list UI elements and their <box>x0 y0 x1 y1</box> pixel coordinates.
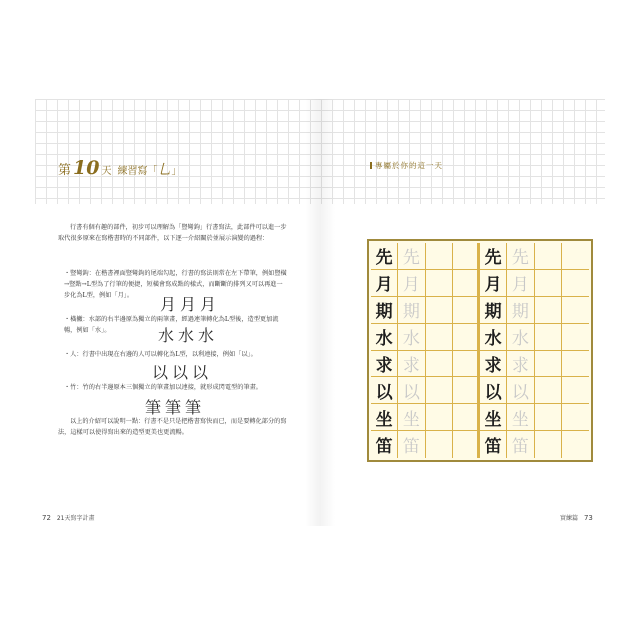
trace-char: 月 <box>398 270 425 297</box>
blank-cell <box>426 404 453 431</box>
trace-char: 坐 <box>507 404 534 431</box>
blank-cell <box>562 404 589 431</box>
day-topic: 練習寫「乚」 <box>117 162 182 178</box>
conclusion-paragraph: 以上的介紹可以說明一點：行書不是只是把楷書寫快而已，而是要轉化部分的寫法，這樣可以使得寫出來的造型更美也更流暢。 <box>58 418 287 436</box>
model-char: 水 <box>480 324 507 351</box>
blank-cell <box>426 297 453 324</box>
bullet-shu-wan-gou: ・豎彎鉤：在楷書裡面豎彎鉤的尾端勾起，行書的寫法則常在左下帶筆，例如豎橫→豎點→L型為了行筆的便捷，短橫會寫成點的樣式，而斷斷的排列又可以再進一步化為L型，例如「月」。 <box>64 270 287 299</box>
right-running-title: 實練篇 <box>560 515 579 522</box>
model-char: 期 <box>371 297 398 324</box>
blank-cell <box>535 351 562 378</box>
left-footer <box>38 513 94 522</box>
model-char: 坐 <box>480 404 507 431</box>
model-char: 月 <box>480 270 507 297</box>
blank-cell <box>426 270 453 297</box>
blank-cell <box>562 351 589 378</box>
model-char: 期 <box>480 297 507 324</box>
blank-cell <box>535 377 562 404</box>
right-footer <box>560 513 597 522</box>
trace-char: 求 <box>507 351 534 378</box>
trace-char: 月 <box>507 270 534 297</box>
practice-cells <box>371 243 589 458</box>
day-number: 10 <box>73 157 100 179</box>
blank-cell <box>535 431 562 458</box>
model-char: 先 <box>371 243 398 270</box>
trace-char: 笛 <box>507 431 534 458</box>
model-char: 水 <box>371 324 398 351</box>
blank-cell <box>453 270 480 297</box>
blank-cell <box>453 297 480 324</box>
trace-char: 水 <box>507 324 534 351</box>
model-char: 坐 <box>371 404 398 431</box>
blank-cell <box>535 243 562 270</box>
model-char: 求 <box>480 351 507 378</box>
model-char: 以 <box>480 377 507 404</box>
day-suffix: 天 <box>101 166 112 177</box>
left-page-number: 72 <box>42 514 51 522</box>
model-char: 月 <box>371 270 398 297</box>
intro-paragraph: 行書有個有趣的部件，初步可以理解為「豎彎鉤」行書寫法，此部件可以進一步取代很多原來在寫楷書時的不同部件，以下逐一介紹關於並展示演變的過程： <box>58 224 287 242</box>
bullet-zhu: ・竹：竹的右半邊原本三個獨立的筆畫加以連接，就形成閃電型的筆畫。 <box>64 384 262 391</box>
trace-char: 坐 <box>398 404 425 431</box>
blank-cell <box>535 270 562 297</box>
blank-cell <box>535 297 562 324</box>
blank-cell <box>562 243 589 270</box>
day-title <box>58 157 181 179</box>
trace-char: 期 <box>507 297 534 324</box>
blank-cell <box>426 377 453 404</box>
blank-cell <box>562 297 589 324</box>
blank-cell <box>426 431 453 458</box>
trace-char: 以 <box>398 377 425 404</box>
slogan: 專屬於你的這一天 <box>370 160 443 171</box>
blank-cell <box>426 324 453 351</box>
example-yi: 以以以 <box>152 363 213 382</box>
blank-cell <box>453 351 480 378</box>
left-running-title: 21天寫字計畫 <box>56 515 95 522</box>
trace-char: 水 <box>398 324 425 351</box>
trace-char: 先 <box>507 243 534 270</box>
blank-cell <box>535 404 562 431</box>
model-char: 求 <box>371 351 398 378</box>
blank-cell <box>453 431 480 458</box>
right-page-number: 73 <box>583 514 593 522</box>
model-char: 笛 <box>371 431 398 458</box>
model-char: 先 <box>480 243 507 270</box>
bullet-ren: ・人：行書中出現在右邊的人可以轉化為L型，以利連接，例如「以」。 <box>64 351 257 358</box>
day-prefix: 第 <box>58 163 72 178</box>
example-shui: 水水水 <box>158 326 219 345</box>
blank-cell <box>562 431 589 458</box>
trace-char: 笛 <box>398 431 425 458</box>
model-char: 以 <box>371 377 398 404</box>
example-bi: 筆筆筆 <box>145 398 206 417</box>
practice-grid <box>367 239 593 462</box>
blank-cell <box>535 324 562 351</box>
model-char: 笛 <box>480 431 507 458</box>
bullet-heng-pie: ・橫撇：水部的右半邊原為獨立的兩筆畫，經過連筆轉化為L型後，造型更加流暢，例如「水」。 <box>64 316 279 334</box>
trace-char: 先 <box>398 243 425 270</box>
trace-char: 求 <box>398 351 425 378</box>
example-yue: 月月月 <box>160 295 221 314</box>
blank-cell <box>453 377 480 404</box>
blank-cell <box>562 377 589 404</box>
trace-char: 期 <box>398 297 425 324</box>
blank-cell <box>562 324 589 351</box>
blank-cell <box>562 270 589 297</box>
blank-cell <box>453 243 480 270</box>
blank-cell <box>453 324 480 351</box>
book-gutter <box>305 99 335 526</box>
blank-cell <box>426 351 453 378</box>
trace-char: 以 <box>507 377 534 404</box>
blank-cell <box>453 404 480 431</box>
blank-cell <box>426 243 453 270</box>
